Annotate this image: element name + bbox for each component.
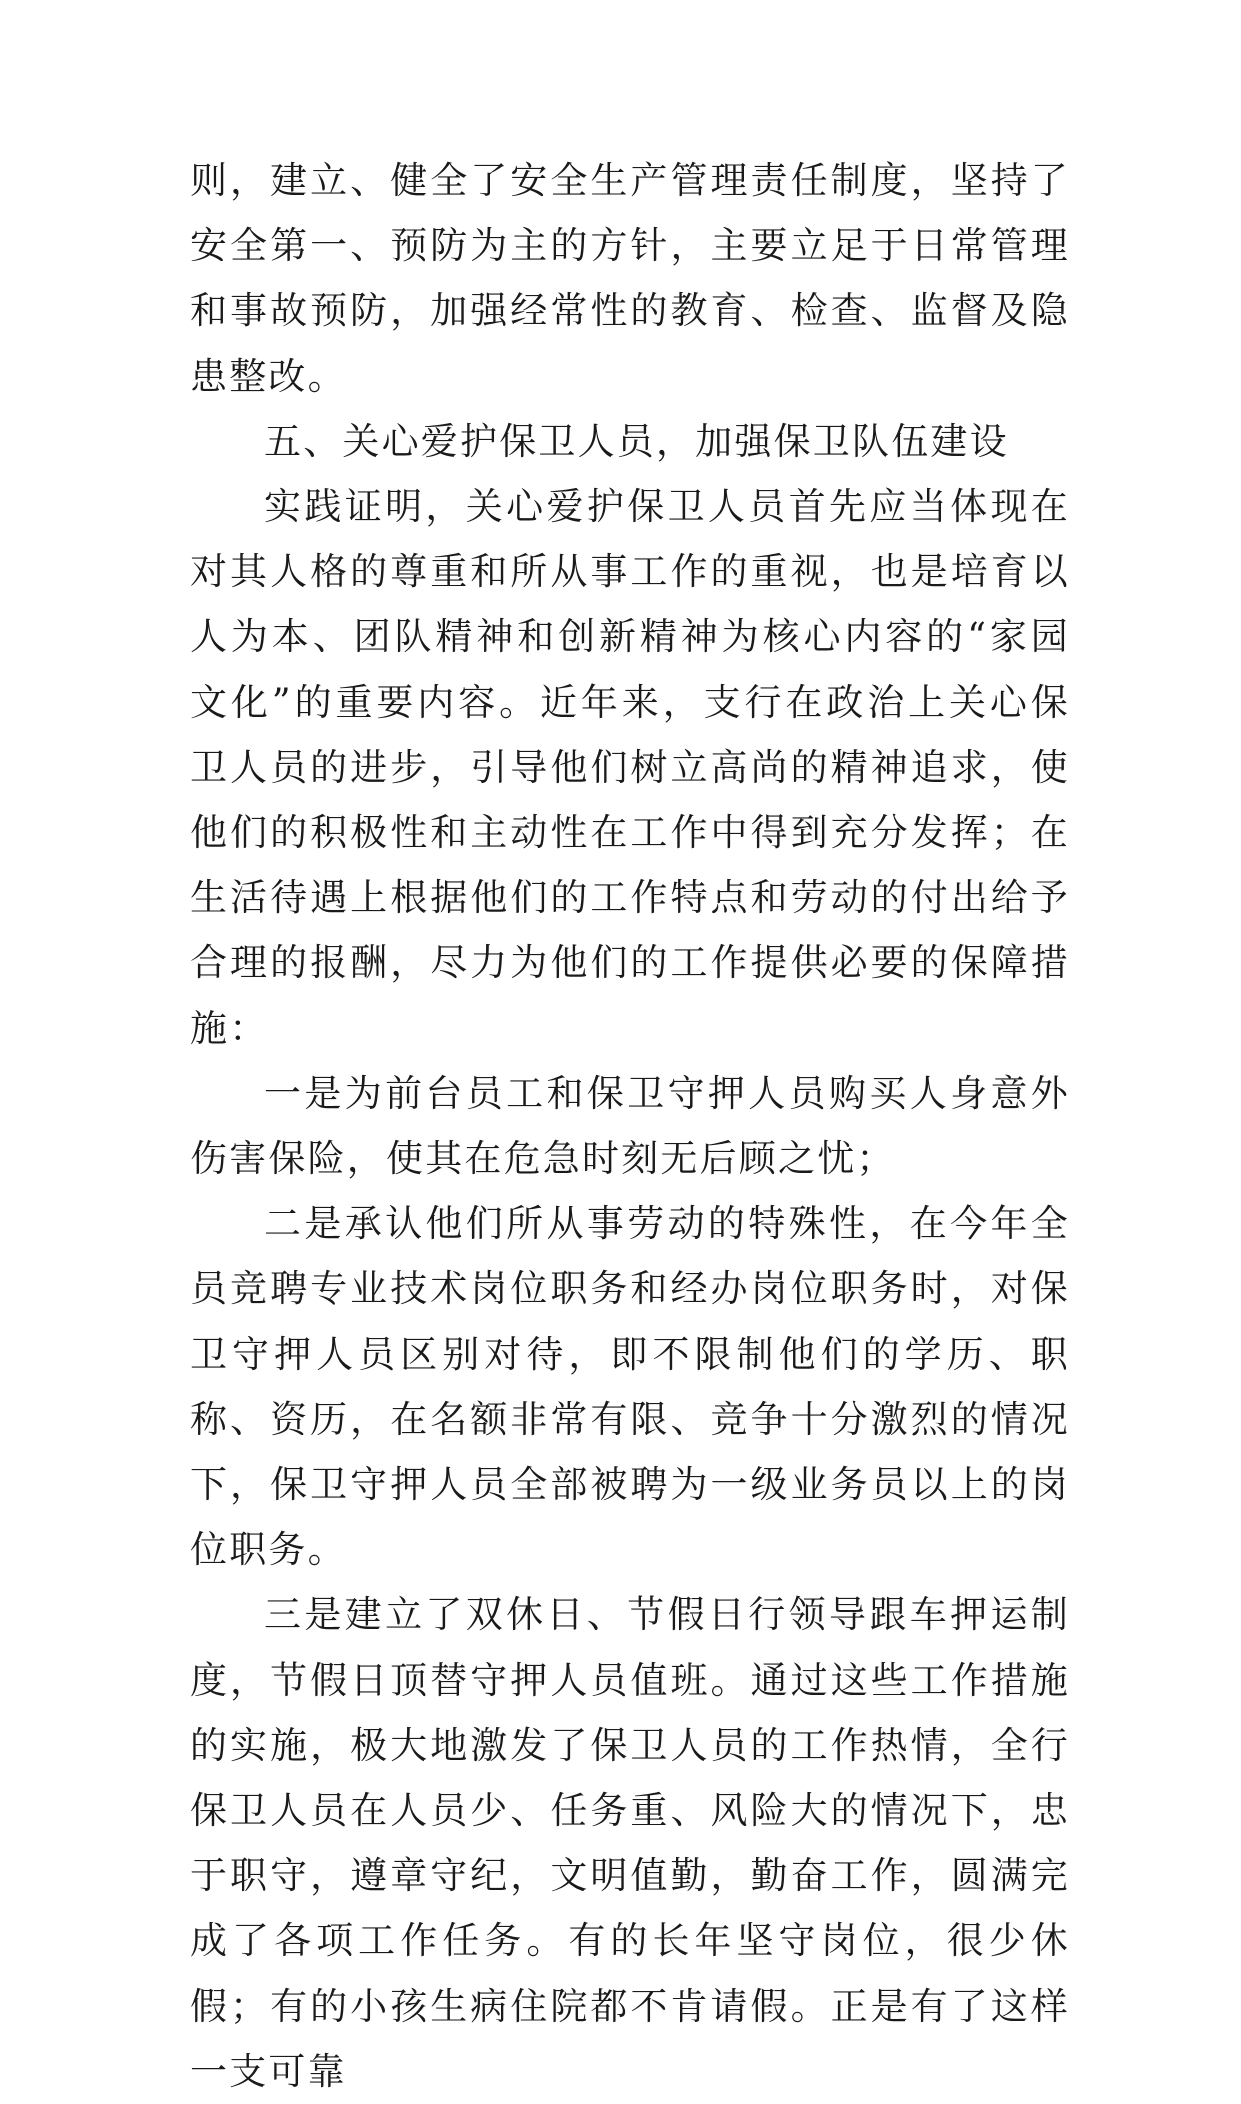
paragraph-continuation: 则，建立、健全了安全生产管理责任制度，坚持了安全第一、预防为主的方针，主要立足于日常管理和事故预防，加强经常性的教育、检查、监督及隐患整改。 — [190, 159, 1070, 398]
paragraph-item-three: 三是建立了双休日、节假日行领导跟车押运制度，节假日顶替守押人员值班。通过这些工作措施的实施，极大地激发了保卫人员的工作热情，全行保卫人员在人员少、任务重、风险大的情况下，忠于职守，遵章守纪，文明值勤，勤奋工作，圆满完成了各项工作任务。有的长年坚守岗位，很少休假；有的小孩生病住院都不肯请假。正是有了这样一支可靠 — [190, 1593, 1070, 2093]
paragraph-item-one: 一是为前台员工和保卫守押人员购买人身意外伤害保险，使其在危急时刻无后顾之忧； — [190, 1071, 1070, 1181]
paragraph-practice: 实践证明，关心爱护保卫人员首先应当体现在对其人格的尊重和所从事工作的重视，也是培育以人为本、团队精神和创新精神为核心内容的“家园文化”的重要内容。近年来，支行在政治上关心保卫人员的进步，引导他们树立高尚的精神追求，使他们的积极性和主动性在工作中得到充分发挥；在生活待遇上根据他们的工作特点和劳动的付出给予合理的报酬，尽力为他们的工作提供必要的保障措施： — [190, 485, 1070, 1050]
section-heading: 五、关心爱护保卫人员，加强保卫队伍建设 — [264, 419, 1009, 463]
body-text — [190, 148, 1070, 2104]
paragraph-item-two: 二是承认他们所从事劳动的特殊性，在今年全员竞聘专业技术岗位职务和经办岗位职务时，对保卫守押人员区别对待，即不限制他们的学历、职称、资历，在名额非常有限、竞争十分激烈的情况下，保卫守押人员全部被聘为一级业务员以上的岗位职务。 — [190, 1202, 1070, 1572]
